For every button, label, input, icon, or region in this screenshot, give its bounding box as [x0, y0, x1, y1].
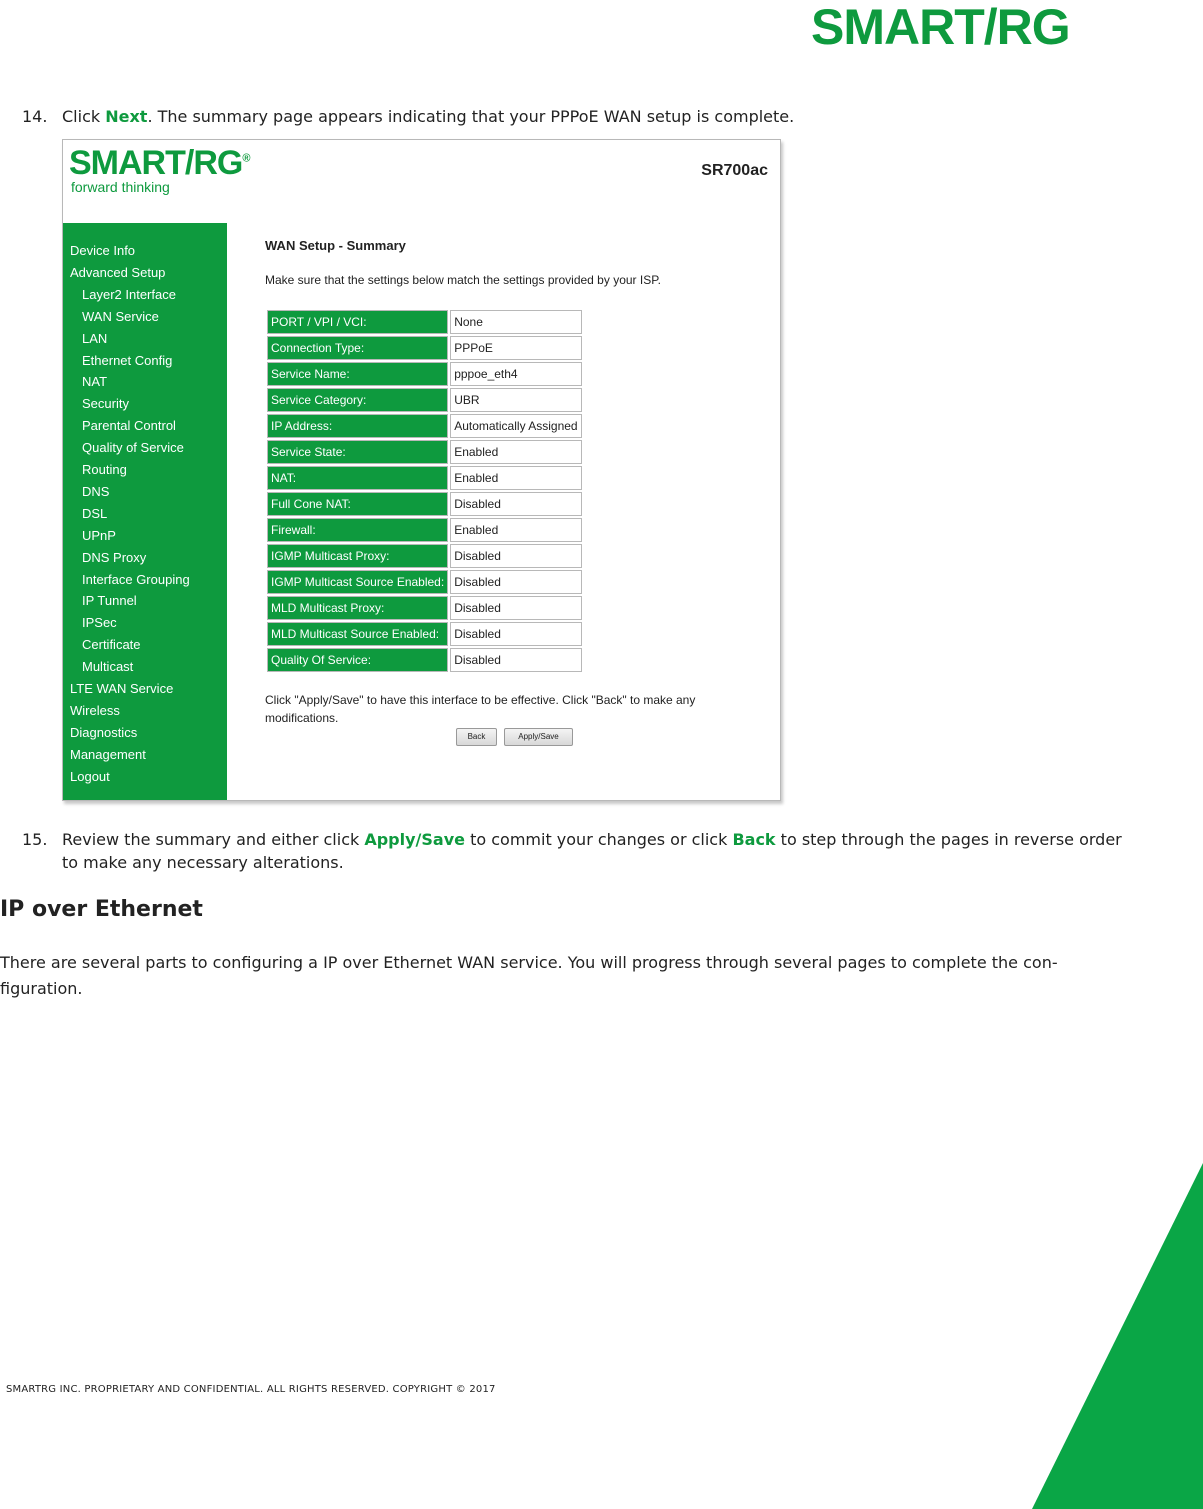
brand-logo: SMART/RG — [811, 0, 1070, 55]
row-value: Disabled — [450, 544, 581, 568]
row-value: Disabled — [450, 492, 581, 516]
step-text: to step through the pages in reverse order to make any necessary alterations. — [62, 830, 1122, 872]
row-value: None — [450, 310, 581, 334]
router-model: SR700ac — [701, 162, 768, 179]
next-link-text: Next — [105, 107, 148, 126]
nav-item[interactable]: Security — [82, 396, 129, 412]
row-value: pppoe_eth4 — [450, 362, 581, 386]
row-label: IP Address: — [267, 414, 448, 438]
row-label: MLD Multicast Proxy: — [267, 596, 448, 620]
apply-save-link-text: Apply/Save — [364, 830, 465, 849]
nav-item[interactable]: LTE WAN Service — [70, 681, 174, 696]
nav-item[interactable]: DNS Proxy — [82, 549, 147, 565]
step-text: Click — [62, 107, 106, 126]
nav-item[interactable]: Multicast — [82, 659, 134, 675]
nav-item[interactable]: Wireless — [70, 702, 120, 718]
nav-item[interactable]: DNS — [82, 483, 110, 499]
nav-item[interactable]: UPnP — [82, 527, 116, 543]
row-value: UBR — [450, 388, 581, 412]
nav-item[interactable]: NAT — [82, 374, 108, 390]
nav-item[interactable]: Layer2 Interface — [82, 286, 176, 302]
row-value: Disabled — [450, 622, 581, 646]
footer-copyright: SMARTRG INC. PROPRIETARY AND CONFIDENTIAL. ALL RIGHTS RESERVED. COPYRIGHT © 2017 — [6, 1384, 496, 1395]
row-value: Disabled — [450, 596, 581, 620]
nav-item[interactable]: Parental Control — [82, 418, 176, 434]
row-value: Enabled — [450, 518, 581, 542]
nav-item[interactable]: Quality of Service — [82, 440, 184, 456]
nav-item[interactable]: Management — [70, 746, 146, 762]
row-value: Disabled — [450, 648, 581, 672]
nav-item[interactable]: Certificate — [82, 637, 141, 653]
row-label: Service Name: — [267, 362, 448, 386]
row-label: Firewall: — [267, 518, 448, 542]
step-number: 15. — [22, 830, 48, 849]
step-text: . The summary page appears indicating that your PPPoE WAN setup is complete. — [147, 107, 795, 126]
back-link-text: Back — [732, 830, 776, 849]
nav-item[interactable]: Interface Grouping — [82, 571, 190, 587]
row-value: Enabled — [450, 466, 581, 490]
summary-intro: Make sure that the settings below match the settings provided by your ISP. — [265, 273, 661, 287]
nav-item[interactable]: IPSec — [82, 615, 117, 631]
section-heading: IP over Ethernet — [0, 897, 203, 922]
summary-title: WAN Setup - Summary — [265, 238, 406, 253]
section-paragraph: There are several parts to configuring a IP over Ethernet WAN service. You will progress through several pages to complete the con-figuration. — [0, 953, 1058, 998]
nav-item[interactable]: Logout — [70, 768, 110, 784]
step-text: Review the summary and either click — [62, 830, 365, 849]
nav-item[interactable]: Diagnostics — [70, 724, 138, 740]
nav-item[interactable]: DSL — [82, 505, 108, 521]
router-logo: SMART/RG® — [69, 144, 250, 182]
nav-item[interactable]: Device Info — [70, 243, 136, 258]
row-label: Connection Type: — [267, 336, 448, 360]
row-value: PPPoE — [450, 336, 581, 360]
step-text: to commit your changes or click — [465, 830, 733, 849]
nav-item[interactable]: Routing — [82, 462, 127, 477]
row-label: Quality Of Service: — [267, 648, 448, 672]
nav-item[interactable]: LAN — [82, 330, 108, 346]
row-label: Service State: — [267, 440, 448, 464]
row-value: Automatically Assigned — [450, 414, 581, 438]
step-number: 14. — [22, 107, 48, 126]
row-label: PORT / VPI / VCI: — [267, 310, 448, 334]
apply-save-button[interactable]: Apply/Save — [504, 728, 573, 746]
router-tagline: forward thinking — [71, 179, 170, 195]
row-value: Enabled — [450, 440, 581, 464]
row-label: IGMP Multicast Proxy: — [267, 544, 448, 568]
row-label: NAT: — [267, 466, 448, 490]
row-label: IGMP Multicast Source Enabled: — [267, 570, 448, 594]
row-label: Service Category: — [267, 388, 448, 412]
row-value: Disabled — [450, 570, 581, 594]
row-label: Full Cone NAT: — [267, 492, 448, 516]
nav-item[interactable]: Ethernet Config — [82, 352, 173, 368]
row-label: MLD Multicast Source Enabled: — [267, 622, 448, 646]
summary-note: Click "Apply/Save" to have this interface to be effective. Click "Back" to make any modifications. — [265, 693, 696, 725]
nav-item[interactable]: IP Tunnel — [82, 593, 137, 609]
nav-item[interactable]: WAN Service — [82, 308, 159, 324]
nav-item[interactable]: Advanced Setup — [70, 264, 166, 280]
back-button[interactable]: Back — [456, 728, 497, 746]
